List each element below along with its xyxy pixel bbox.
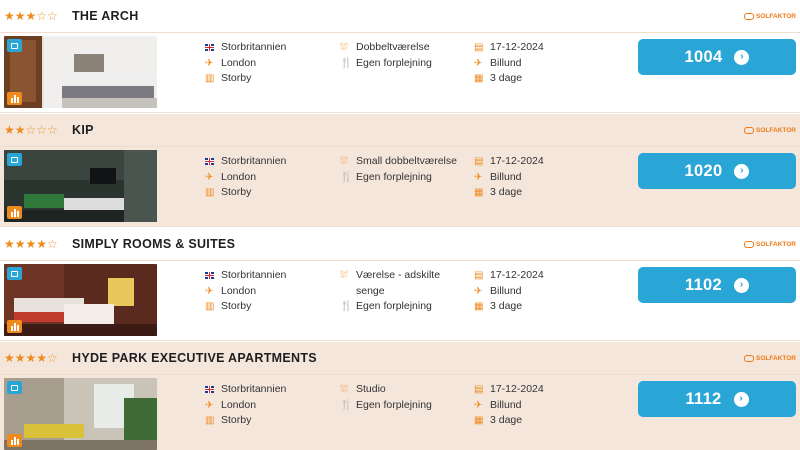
calendar-icon: ▤ <box>474 270 484 281</box>
solfaktor-badge: SOLFAKTOR <box>744 241 796 248</box>
hotel-photo[interactable] <box>4 264 157 336</box>
room-type-continued: senge <box>356 284 385 297</box>
sun-rating-icon <box>744 241 754 248</box>
image-gallery-icon[interactable] <box>7 267 22 280</box>
duration: 3 dage <box>490 414 523 426</box>
bed-icon: ⛆ <box>340 156 348 167</box>
cutlery-icon: 🍴 <box>340 301 353 312</box>
arrow-right-circle-icon: › <box>734 392 749 407</box>
city: London <box>221 170 257 183</box>
divider <box>0 374 800 375</box>
star-icon: ★★★★ <box>4 351 48 365</box>
arrow-right-circle-icon: › <box>734 50 749 65</box>
city: London <box>221 284 257 297</box>
price-button[interactable] <box>638 381 796 417</box>
hotel-name[interactable]: SIMPLY ROOMS & SUITES <box>72 237 236 251</box>
country: Storbritannien <box>221 41 287 53</box>
board-type: Egen forplejning <box>356 170 432 183</box>
departure-airport: Billund <box>490 284 522 297</box>
solfaktor-badge: SOLFAKTOR <box>744 355 796 362</box>
room-info <box>340 382 432 413</box>
image-gallery-icon[interactable] <box>7 153 22 166</box>
board-type: Egen forplejning <box>356 56 432 69</box>
room-info <box>340 268 440 315</box>
country: Storbritannien <box>221 383 287 395</box>
room-type: Studio <box>356 383 386 395</box>
cutlery-icon: 🍴 <box>340 57 353 69</box>
hotel-name[interactable]: HYDE PARK EXECUTIVE APARTMENTS <box>72 351 317 365</box>
price: 1004 <box>684 47 723 66</box>
plane-takeoff-icon: ✈ <box>474 399 483 411</box>
hotel-card-header <box>0 228 800 260</box>
star-rating: ★★★★☆ <box>4 237 58 251</box>
hotel-photo[interactable] <box>4 150 157 222</box>
location-info <box>205 154 286 201</box>
location-info <box>205 382 286 429</box>
plane-takeoff-icon: ✈ <box>474 171 483 183</box>
price-button[interactable] <box>638 39 796 75</box>
price-button[interactable] <box>638 267 796 303</box>
cutlery-icon: 🍴 <box>340 399 353 411</box>
image-gallery-icon[interactable] <box>7 381 22 394</box>
departure-airport: Billund <box>490 56 522 69</box>
solfaktor-badge: SOLFAKTOR <box>744 127 796 134</box>
departure-airport: Billund <box>490 398 522 411</box>
hotel-photo[interactable] <box>4 378 157 450</box>
hotel-card-header <box>0 114 800 146</box>
board-type: Egen forplejning <box>356 398 432 411</box>
city: London <box>221 398 257 411</box>
country: Storbritannien <box>221 155 287 167</box>
bed-icon: ⛆ <box>340 270 348 281</box>
star-rating: ★★☆☆☆ <box>4 123 58 137</box>
plane-takeoff-icon: ✈ <box>474 57 483 69</box>
location-info <box>205 268 286 315</box>
hotel-photo[interactable] <box>4 36 157 108</box>
city-icon <box>7 206 22 219</box>
city-icon: ▥ <box>205 415 215 426</box>
room-type: Small dobbeltværelse <box>356 155 457 167</box>
sun-rating-icon <box>744 355 754 362</box>
travel-info <box>474 268 544 315</box>
city: London <box>221 56 257 69</box>
sun-rating-icon <box>744 13 754 20</box>
hotel-card[interactable] <box>0 342 800 450</box>
travel-info <box>474 40 544 87</box>
price: 1020 <box>684 161 723 180</box>
duration: 3 dage <box>490 300 523 312</box>
plane-landing-icon: ✈ <box>205 57 214 69</box>
divider <box>0 146 800 147</box>
bed-icon: ⛆ <box>340 42 348 53</box>
hotel-card-header <box>0 0 800 32</box>
travel-info <box>474 382 544 429</box>
city-icon <box>7 92 22 105</box>
solfaktor-badge: SOLFAKTOR <box>744 13 796 20</box>
travel-date: 17-12-2024 <box>490 383 544 395</box>
uk-flag-icon <box>205 158 221 165</box>
hotel-card[interactable] <box>0 0 800 113</box>
city-icon: ▥ <box>205 301 215 312</box>
bed-icon: ⛆ <box>340 384 348 395</box>
price-button[interactable] <box>638 153 796 189</box>
star-icon: ★★ <box>4 123 26 137</box>
hotel-card[interactable] <box>0 228 800 341</box>
trip-type: Storby <box>221 186 252 198</box>
star-rating: ★★★☆☆ <box>4 9 58 23</box>
city-icon: ▥ <box>205 187 215 198</box>
hotel-card-header <box>0 342 800 374</box>
travel-date: 17-12-2024 <box>490 155 544 167</box>
departure-airport: Billund <box>490 170 522 183</box>
uk-flag-icon <box>205 44 221 51</box>
uk-flag-icon <box>205 386 221 393</box>
hotel-name[interactable]: KIP <box>72 123 94 137</box>
calendar-days-icon: ▦ <box>474 301 484 312</box>
image-gallery-icon[interactable] <box>7 39 22 52</box>
cutlery-icon: 🍴 <box>340 171 353 183</box>
city-icon <box>7 320 22 333</box>
calendar-icon: ▤ <box>474 384 484 395</box>
room-info <box>340 154 457 185</box>
star-icon: ★★★★ <box>4 237 48 251</box>
arrow-right-circle-icon: › <box>734 164 749 179</box>
star-icon: ★★★ <box>4 9 37 23</box>
duration: 3 dage <box>490 186 523 198</box>
sun-rating-icon <box>744 127 754 134</box>
plane-landing-icon: ✈ <box>205 399 214 411</box>
plane-landing-icon: ✈ <box>205 171 214 183</box>
uk-flag-icon <box>205 272 221 279</box>
plane-takeoff-icon: ✈ <box>474 285 483 297</box>
room-info <box>340 40 432 71</box>
trip-type: Storby <box>221 72 252 84</box>
price: 1102 <box>685 275 722 294</box>
travel-date: 17-12-2024 <box>490 41 544 53</box>
room-type: Værelse - adskilte <box>356 269 441 281</box>
divider <box>0 32 800 33</box>
calendar-days-icon: ▦ <box>474 73 484 84</box>
calendar-icon: ▤ <box>474 156 484 167</box>
travel-info <box>474 154 544 201</box>
duration: 3 dage <box>490 72 523 84</box>
price: 1112 <box>685 389 722 408</box>
board-type: Egen forplejning <box>356 300 432 312</box>
location-info <box>205 40 286 87</box>
country: Storbritannien <box>221 269 287 281</box>
calendar-days-icon: ▦ <box>474 187 484 198</box>
trip-type: Storby <box>221 300 252 312</box>
star-rating: ★★★★☆ <box>4 351 58 365</box>
trip-type: Storby <box>221 414 252 426</box>
divider <box>0 260 800 261</box>
city-icon <box>7 434 22 447</box>
city-icon: ▥ <box>205 73 215 84</box>
plane-landing-icon: ✈ <box>205 285 214 297</box>
arrow-right-circle-icon: › <box>734 278 749 293</box>
room-type: Dobbeltværelse <box>356 41 430 53</box>
hotel-name[interactable]: THE ARCH <box>72 9 139 23</box>
hotel-card[interactable] <box>0 114 800 227</box>
calendar-days-icon: ▦ <box>474 415 484 426</box>
calendar-icon: ▤ <box>474 42 484 53</box>
travel-date: 17-12-2024 <box>490 269 544 281</box>
